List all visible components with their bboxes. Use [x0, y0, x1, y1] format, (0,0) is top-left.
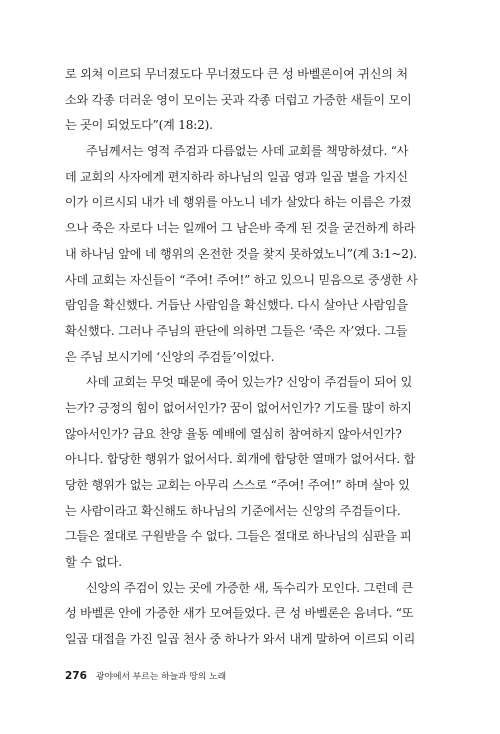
text-line: 신앙의 주검이 있는 곳에 가증한 새, 독수리가 모인다. 그런데 큰: [86, 580, 414, 595]
text-line: 는 곳이 되었도다”(계 18:2).: [65, 118, 213, 133]
text-line: 데 교회의 사자에게 편지하라 하나님의 일곱 영과 일곱 별을 가지신: [65, 169, 408, 184]
text-line: 그들은 절대로 구원받을 수 없다. 그들은 절대로 하나님의 심판을 피: [65, 529, 412, 544]
text-line: 아니다. 합당한 행위가 없어서다. 회개에 합당한 열매가 없어서다. 합: [65, 452, 416, 467]
text-line: 내 하나님 앞에 네 행위의 온전한 것을 찾지 못하였노니”(계 3:1~2).: [65, 246, 417, 261]
text-line: 주님께서는 영적 주검과 다름없는 사데 교회를 책망하셨다. “사: [86, 144, 409, 159]
text-line: 은 주님 보시기에 ‘신앙의 주검들’이었다.: [65, 349, 275, 364]
text-line: 사데 교회는 무엇 때문에 죽어 있는가? 신앙이 주검들이 되어 있: [86, 375, 413, 390]
text-line: 일곱 대접을 가진 일곱 천사 중 하나가 와서 내게 말하여 이르되 이리: [65, 632, 416, 647]
text-line: 으나 죽은 자로다 너는 일깨어 그 남은바 죽게 된 것을 굳건하게 하라: [65, 221, 416, 236]
text-line: 할 수 없다.: [65, 555, 122, 570]
text-line: 는가? 긍정의 힘이 없어서인가? 꿈이 없어서인가? 기도를 많이 하지: [65, 400, 412, 415]
text-line: 성 바벨론 안에 가증한 새가 모여들었다. 큰 성 바벨론은 음녀다. “또: [65, 606, 414, 621]
text-line: 람임을 확신했다. 거듭난 사람임을 확신했다. 다시 살아난 사람임을: [65, 298, 408, 313]
text-line: 사데 교회는 자신들이 “주여! 주여!” 하고 있으니 믿음으로 중생한 사: [65, 272, 418, 287]
text-line: 로 외쳐 이르되 무너졌도다 무너졌도다 큰 성 바벨론이여 귀신의 처: [65, 67, 408, 81]
page-number: 276: [65, 670, 87, 682]
text-line: 이가 이르시되 내가 네 행위를 아노니 네가 살았다 하는 이름은 가졌: [65, 195, 412, 210]
text-line: 소와 각종 더러운 영이 모이는 곳과 각종 더럽고 가증한 새들이 모이: [65, 92, 412, 107]
body-text: [65, 62, 435, 653]
text-line: 당한 행위가 없는 교회는 아무리 스스로 “주여! 주여!” 하며 살아 있: [65, 478, 410, 492]
text-line: 는 사람이라고 확신해도 하나님의 기준에서는 신앙의 주검들이다.: [65, 503, 401, 518]
text-line: 확신했다. 그러나 주님의 판단에 의하면 그들은 ‘죽은 자’였다. 그들: [65, 323, 408, 338]
text-line: 않아서인가? 금요 찬양 율동 예배에 열심히 참여하지 않아서인가?: [65, 426, 402, 441]
page-footer: [65, 667, 226, 681]
running-title: 광야에서 부르는 하늘과 땅의 노래: [96, 672, 227, 682]
